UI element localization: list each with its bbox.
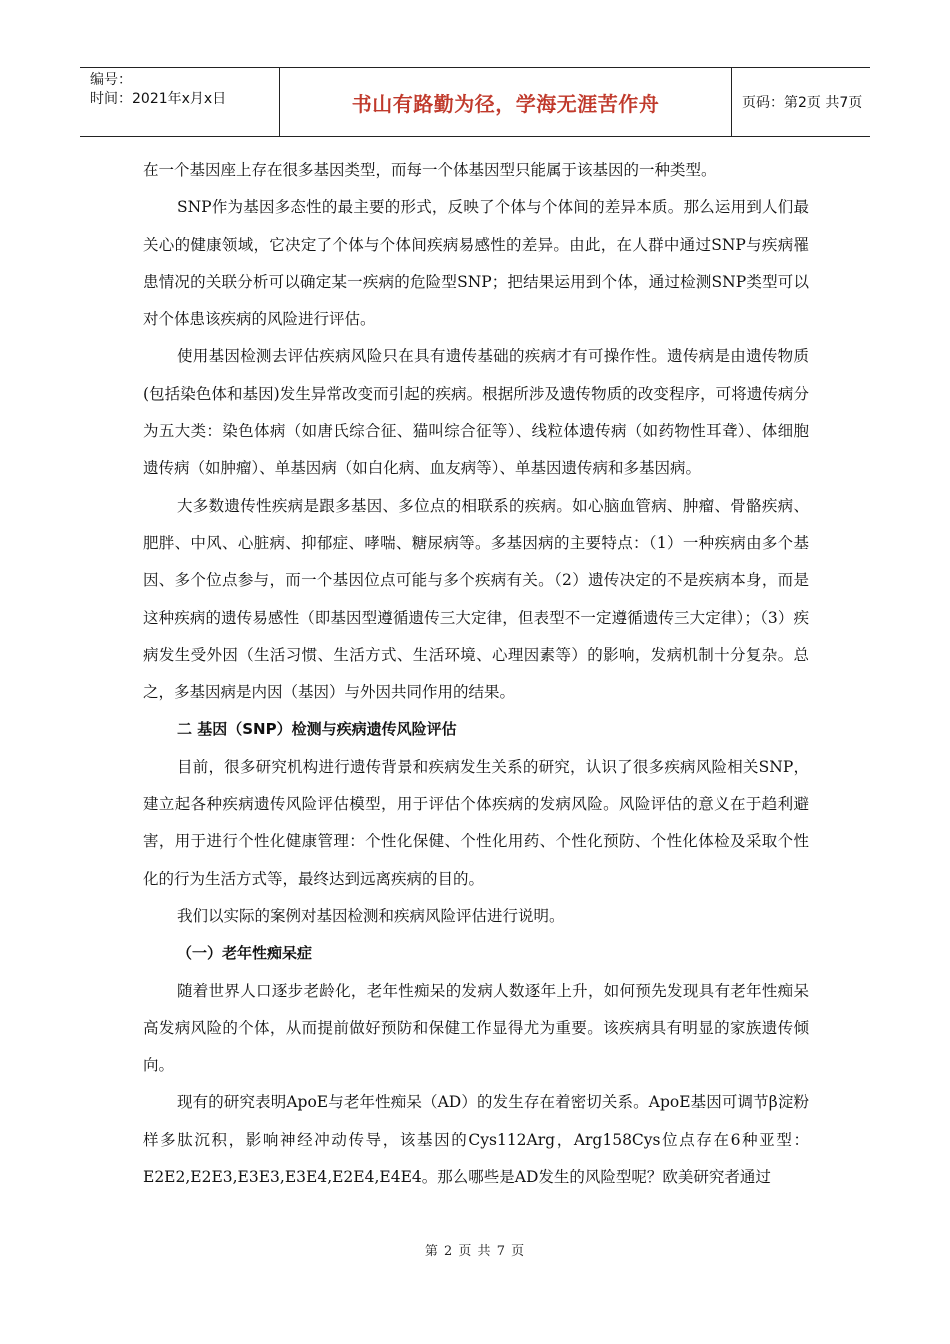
- document-date-label: 时间：2021年x月x日: [90, 91, 227, 107]
- header-motto: 书山有路勤为径，学海无涯苦作舟: [280, 68, 732, 136]
- document-number-label: 编号：: [90, 72, 132, 88]
- body-paragraph: SNP作为基因多态性的最主要的形式，反映了个体与个体间的差异本质。那么运用到人们最关心的健康领域，它决定了个体与个体间疾病易感性的差异。由此，在人群中通过SNP与疾病罹患情况的关联分析可以确定某一疾病的危险型SNP；把结果运用到个体，通过检测SNP类型可以对个体患该疾病的风险进行评估。: [143, 198, 809, 329]
- page-header: [80, 67, 870, 137]
- body-paragraph: 目前，很多研究机构进行遗传背景和疾病发生关系的研究，认识了很多疾病风险相关SNP，建立起各种疾病遗传风险评估模型，用于评估个体疾病的发病风险。风险评估的意义在于趋利避害，用于进行个性化健康管理：个性化保健、个性化用药、个性化预防、个性化体检及采取个性化的行为生活方式等，最终达到远离疾病的目的。: [143, 757, 809, 888]
- body-paragraph: 现有的研究表明ApoE与老年性痴呆（AD）的发生存在着密切关系。ApoE基因可调节β淀粉样多肽沉积，影响神经冲动传导，该基因的Cys112Arg，Arg158Cys位点存在6种亚型：E2E2,E2E3,E3E3,E3E4,E2E4,E4E4。那么哪些是AD发生的风险型呢？欧美研究者通过: [143, 1093, 809, 1187]
- page-footer: 第 2 页 共 7 页: [424, 1244, 526, 1259]
- body-paragraph: 在一个基因座上存在很多基因类型，而每一个体基因型只能属于该基因的一种类型。: [143, 161, 717, 179]
- body-paragraph: 随着世界人口逐步老龄化，老年性痴呆的发病人数逐年上升，如何预先发现具有老年性痴呆高发病风险的个体，从而提前做好预防和保健工作显得尤为重要。该疾病具有明显的家族遗传倾向。: [143, 981, 809, 1075]
- subsection-heading: （一）老年性痴呆症: [177, 944, 313, 963]
- header-page-number: 页码：第2页 共7页: [742, 95, 863, 111]
- document-body: [143, 152, 809, 1196]
- body-paragraph: 我们以实际的案例对基因检测和疾病风险评估进行说明。: [177, 906, 565, 925]
- body-paragraph: 使用基因检测去评估疾病风险只在具有遗传基础的疾病才有可操作性。遗传病是由遗传物质(包括染色体和基因)发生异常改变而引起的疾病。根据所涉及遗传物质的改变程序，可将遗传病分为五大类：染色体病（如唐氏综合征、猫叫综合征等）、线粒体遗传病（如药物性耳聋）、体细胞遗传病（如肿瘤）、单基因病（如白化病、血友病等）、单基因遗传病和多基因病。: [143, 347, 809, 478]
- section-heading: 二 基因（SNP）检测与疾病遗传风险评估: [177, 720, 457, 739]
- header-meta: [80, 68, 280, 136]
- body-paragraph: 大多数遗传性疾病是跟多基因、多位点的相联系的疾病。如心脑血管病、肿瘤、骨骼疾病、肥胖、中风、心脏病、抑郁症、哮喘、糖尿病等。多基因病的主要特点：（1）一种疾病由多个基因、多个位点参与，而一个基因位点可能与多个疾病有关。（2）遗传决定的不是疾病本身，而是这种疾病的遗传易感性（即基因型遵循遗传三大定律，但表型不一定遵循遗传三大定律）；（3）疾病发生受外因（生活习惯、生活方式、生活环境、心理因素等）的影响，发病机制十分复杂。总之，多基因病是内因（基因）与外因共同作用的结果。: [143, 496, 809, 702]
